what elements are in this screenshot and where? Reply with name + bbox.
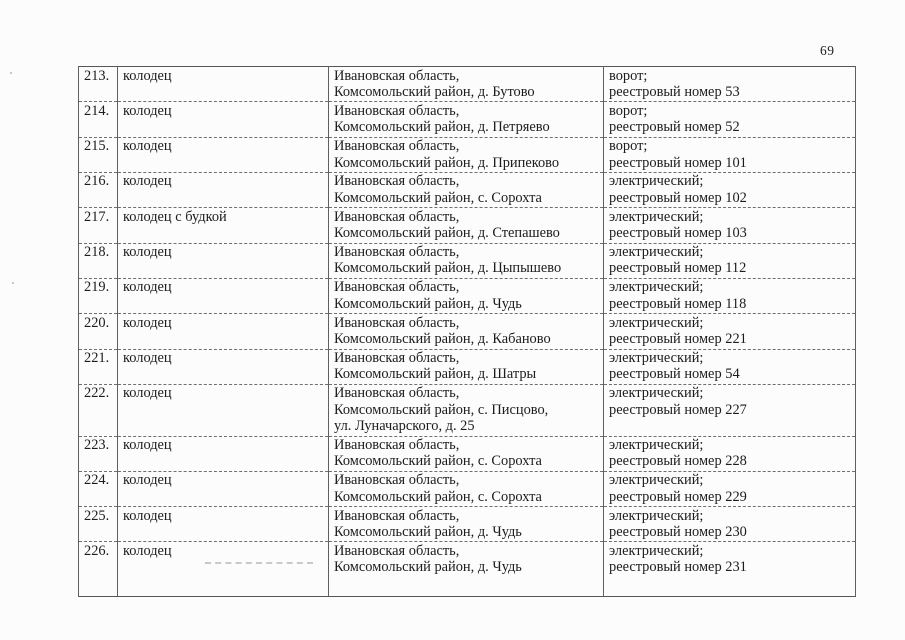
cell-line: Ивановская область, (334, 385, 460, 402)
object-type: колодец (118, 67, 329, 102)
cell-line: реестровый номер 229 (609, 488, 747, 505)
cell-line: реестровый номер 52 (609, 119, 740, 136)
cell-line: Комсомольский район, д. Шатры (334, 366, 537, 383)
table-row (79, 102, 856, 137)
object-details (604, 507, 856, 542)
table-row (79, 243, 856, 278)
cell-line: Комсомольский район, д. Чудь (334, 559, 522, 576)
cell-line: Ивановская область, (334, 173, 460, 190)
cell-line: Комсомольский район, д. Чудь (334, 295, 522, 312)
object-details (604, 278, 856, 313)
table-row (79, 172, 856, 207)
object-location (329, 314, 604, 349)
table-row (79, 542, 856, 597)
table-row (79, 349, 856, 384)
cell-line: Комсомольский район, д. Бутово (334, 83, 535, 100)
object-details (604, 471, 856, 506)
object-type: колодец (118, 278, 329, 313)
cell-line: реестровый номер 227 (609, 401, 747, 418)
object-location (329, 67, 604, 102)
cell-line: электрический; (609, 542, 704, 559)
cell-line: электрический; (609, 507, 704, 524)
cell-line: электрический; (609, 385, 704, 402)
object-type: колодец (118, 102, 329, 137)
row-number: 223. (79, 436, 118, 471)
scan-artifact-dot (12, 282, 14, 284)
row-number: 222. (79, 384, 118, 436)
cell-line: электрический; (609, 472, 704, 489)
object-location (329, 243, 604, 278)
row-number: 218. (79, 243, 118, 278)
cell-line: Ивановская область, (334, 437, 460, 454)
table-row (79, 67, 856, 102)
object-location (329, 507, 604, 542)
cell-line: Комсомольский район, д. Петряево (334, 119, 550, 136)
object-type: колодец (118, 471, 329, 506)
cell-line: реестровый номер 101 (609, 154, 747, 171)
cell-line: реестровый номер 112 (609, 260, 747, 277)
scan-artifact-scribble (205, 558, 313, 564)
cell-line: электрический; (609, 208, 704, 225)
cell-line: Комсомольский район, д. Цыпышево (334, 260, 562, 277)
object-location (329, 384, 604, 436)
cell-line: Ивановская область, (334, 102, 460, 119)
object-type: колодец (118, 243, 329, 278)
cell-line: Комсомольский район, с. Сорохта (334, 453, 542, 470)
row-number: 220. (79, 314, 118, 349)
object-type: колодец (118, 542, 329, 597)
object-type: колодец (118, 507, 329, 542)
row-number: 213. (79, 67, 118, 102)
table-row (79, 208, 856, 243)
cell-line: реестровый номер 54 (609, 366, 740, 383)
object-location (329, 349, 604, 384)
object-location (329, 137, 604, 172)
table-row (79, 436, 856, 471)
cell-line: Комсомольский район, д. Кабаново (334, 331, 551, 348)
object-details (604, 314, 856, 349)
cell-line: реестровый номер 118 (609, 295, 747, 312)
table-row (79, 314, 856, 349)
object-location (329, 542, 604, 597)
table-body (79, 67, 856, 597)
cell-line: реестровый номер 221 (609, 331, 747, 348)
table-row (79, 507, 856, 542)
cell-line: электрический; (609, 244, 704, 261)
object-details (604, 137, 856, 172)
row-number: 225. (79, 507, 118, 542)
cell-line: электрический; (609, 173, 704, 190)
object-details (604, 243, 856, 278)
table-row (79, 278, 856, 313)
object-location (329, 436, 604, 471)
cell-line: Ивановская область, (334, 314, 460, 331)
cell-line: реестровый номер 231 (609, 559, 747, 576)
cell-line: Ивановская область, (334, 208, 460, 225)
cell-line: ул. Луначарского, д. 25 (334, 418, 475, 435)
cell-line: Комсомольский район, с. Сорохта (334, 488, 542, 505)
cell-line: ворот; (609, 67, 648, 84)
row-number: 224. (79, 471, 118, 506)
row-number: 217. (79, 208, 118, 243)
object-location (329, 208, 604, 243)
object-type: колодец (118, 384, 329, 436)
cell-line: Комсомольский район, с. Писцово, (334, 401, 549, 418)
object-location (329, 102, 604, 137)
cell-line: реестровый номер 53 (609, 83, 740, 100)
cell-line: реестровый номер 103 (609, 225, 747, 242)
row-number: 219. (79, 278, 118, 313)
table-row (79, 471, 856, 506)
cell-line: Ивановская область, (334, 244, 460, 261)
cell-line: Ивановская область, (334, 542, 460, 559)
page-number: 69 (820, 43, 835, 58)
row-number: 216. (79, 172, 118, 207)
cell-line: ворот; (609, 138, 648, 155)
object-location (329, 278, 604, 313)
row-number: 214. (79, 102, 118, 137)
cell-line: Ивановская область, (334, 472, 460, 489)
cell-line: Комсомольский район, д. Степашево (334, 225, 560, 242)
object-details (604, 384, 856, 436)
object-location (329, 471, 604, 506)
object-details (604, 436, 856, 471)
object-details (604, 172, 856, 207)
cell-line: реестровый номер 228 (609, 453, 747, 470)
cell-line: ворот; (609, 102, 648, 119)
cell-line: электрический; (609, 279, 704, 296)
table-row (79, 384, 856, 436)
object-details (604, 208, 856, 243)
object-type: колодец с будкой (118, 208, 329, 243)
row-number: 215. (79, 137, 118, 172)
cell-line: Комсомольский район, с. Сорохта (334, 189, 542, 206)
object-type: колодец (118, 436, 329, 471)
object-details (604, 542, 856, 597)
cell-line: Ивановская область, (334, 507, 460, 524)
row-number: 226. (79, 542, 118, 597)
object-details (604, 67, 856, 102)
object-details (604, 102, 856, 137)
object-location (329, 172, 604, 207)
row-number: 221. (79, 349, 118, 384)
object-type: колодец (118, 172, 329, 207)
cell-line: электрический; (609, 437, 704, 454)
cell-line: Ивановская область, (334, 138, 460, 155)
object-details (604, 349, 856, 384)
scan-artifact-dot (10, 72, 12, 74)
cell-line: Ивановская область, (334, 279, 460, 296)
cell-line: электрический; (609, 350, 704, 366)
object-type: колодец (118, 137, 329, 172)
cell-line: реестровый номер 102 (609, 189, 747, 206)
cell-line: Ивановская область, (334, 67, 460, 84)
object-type: колодец (118, 314, 329, 349)
cell-line: Комсомольский район, д. Чудь (334, 524, 522, 541)
cell-line: реестровый номер 230 (609, 524, 747, 541)
cell-line: Ивановская область, (334, 350, 460, 366)
cell-line: Комсомольский район, д. Припеково (334, 154, 560, 171)
table-row (79, 137, 856, 172)
object-type: колодец (118, 349, 329, 384)
registry-table (78, 66, 856, 597)
cell-line: электрический; (609, 314, 704, 331)
